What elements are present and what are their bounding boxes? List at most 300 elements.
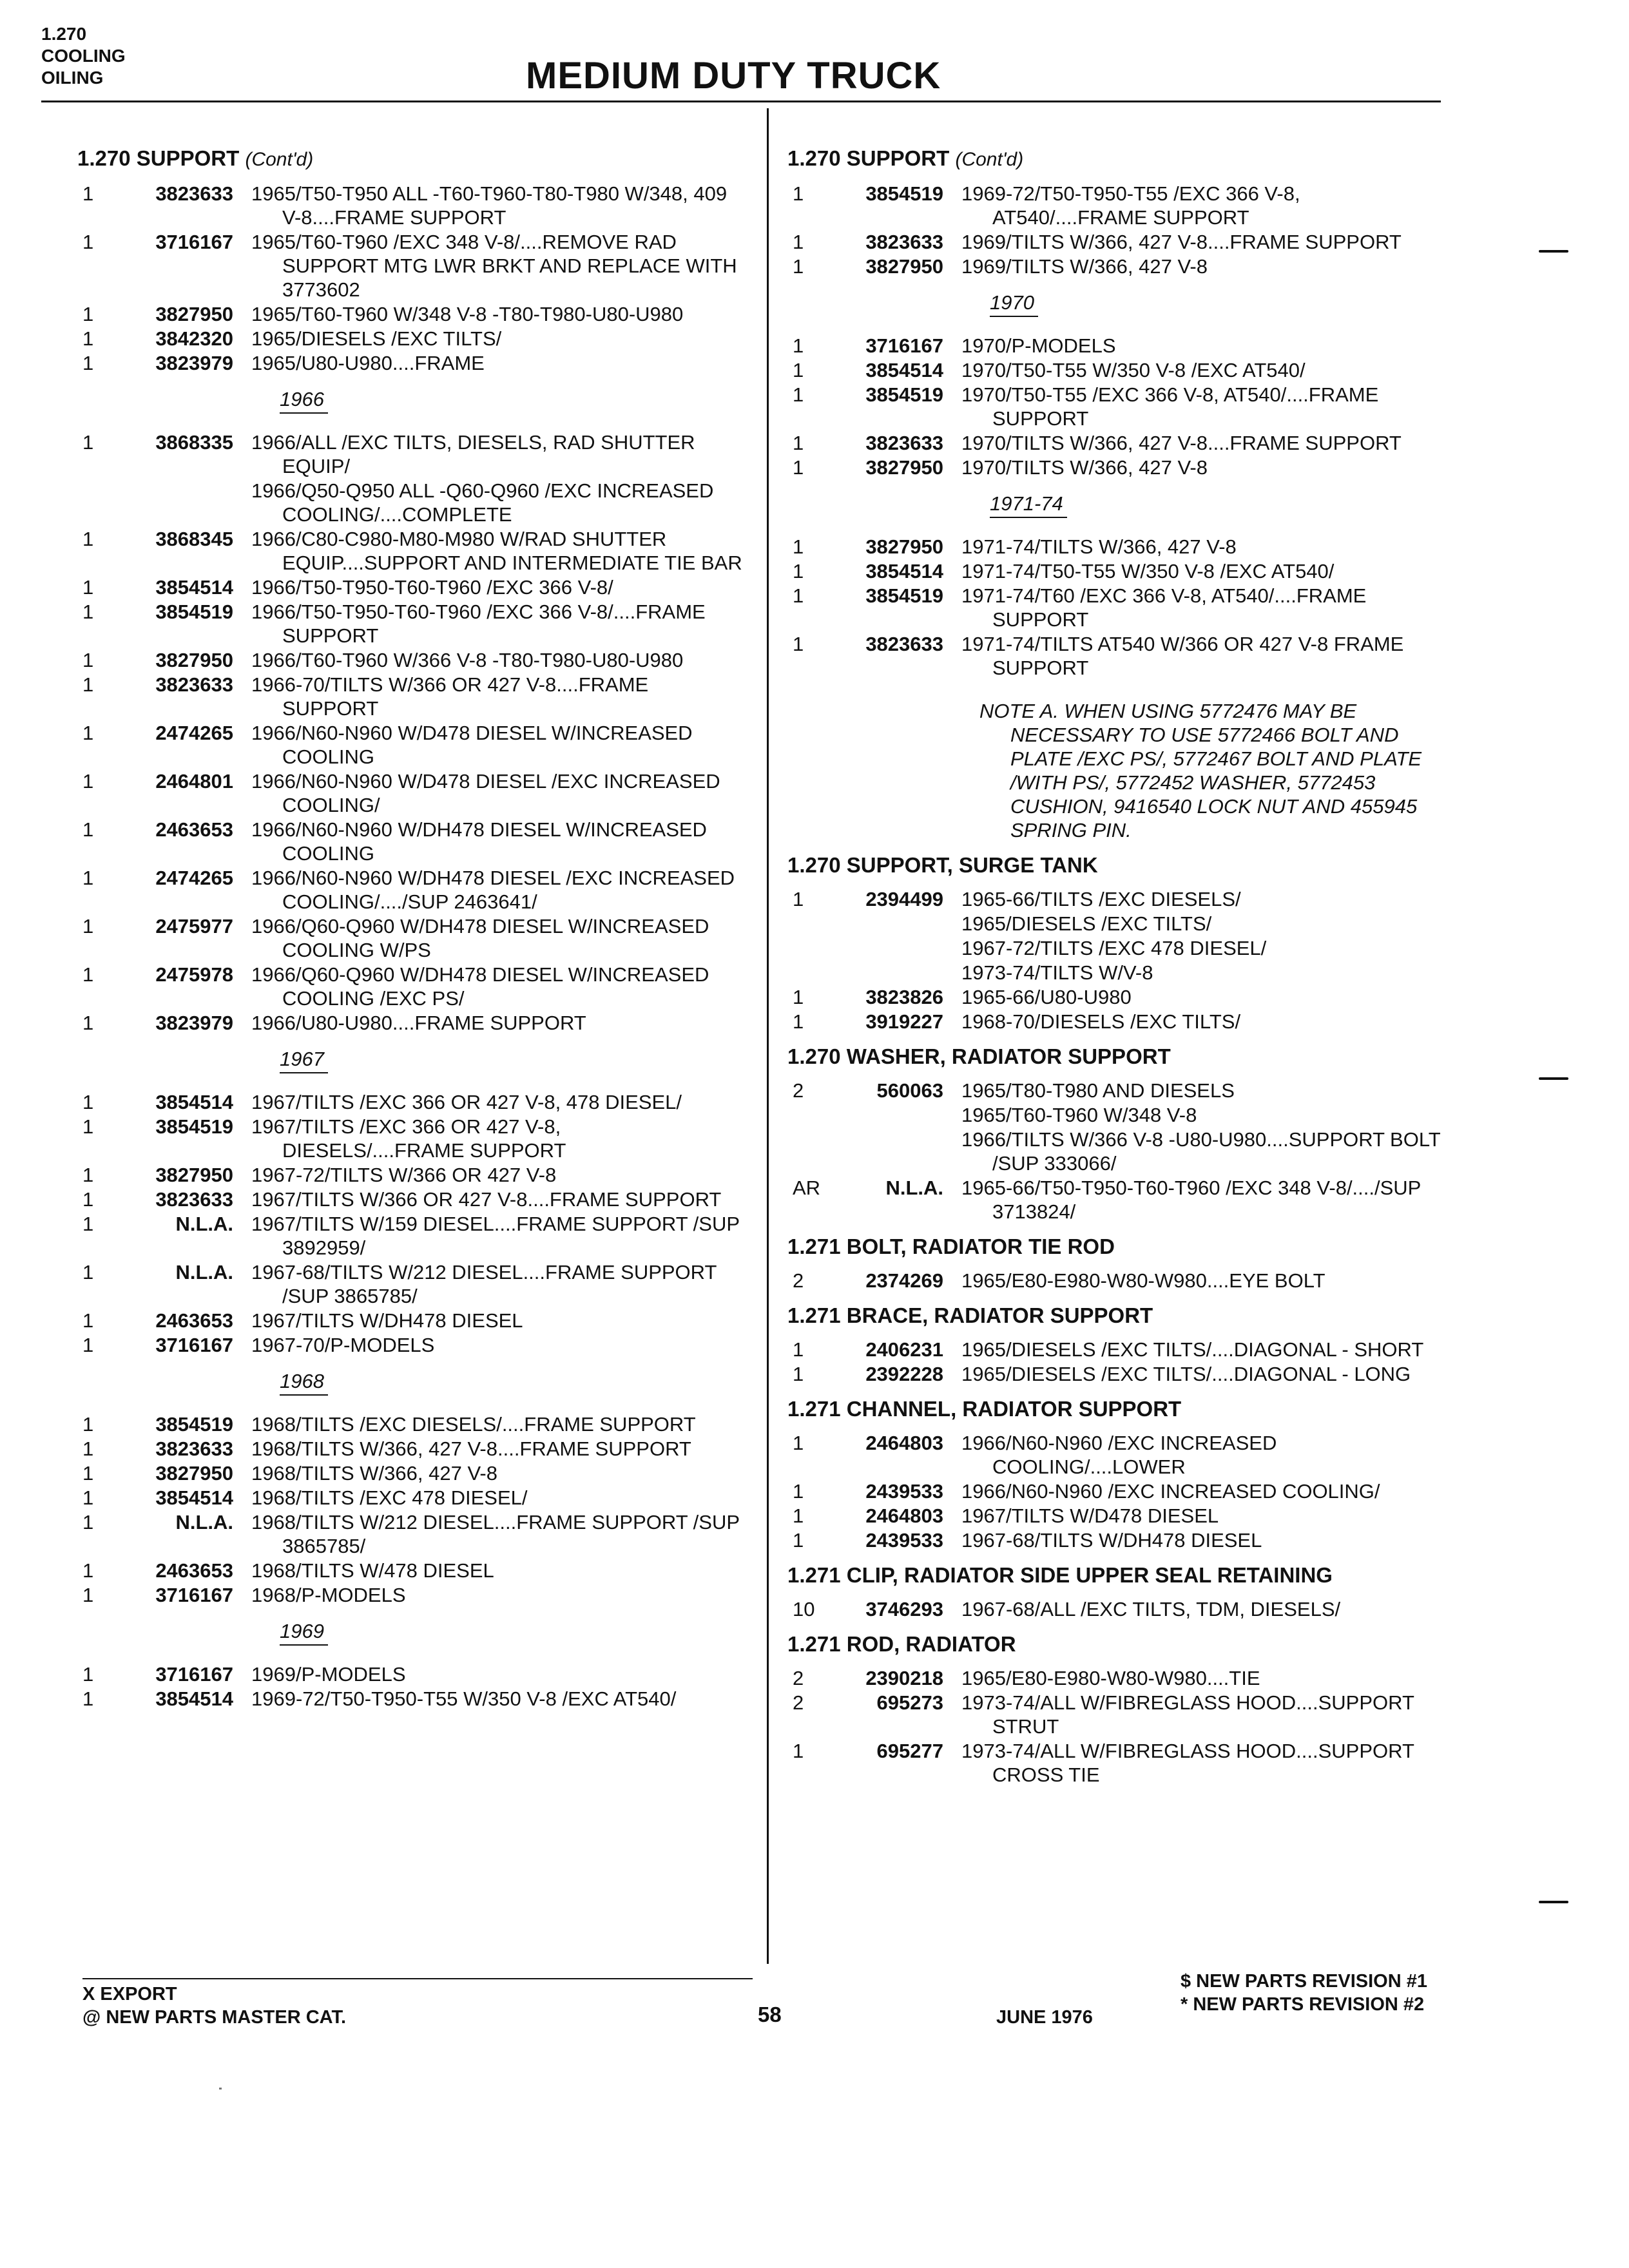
section-heading — [787, 146, 1456, 173]
part-quantity: 1 — [793, 535, 804, 558]
part-number — [834, 936, 943, 960]
part-quantity: 2 — [793, 1079, 804, 1102]
part-description: 1967-72/TILTS /EXC 478 DIESEL/ — [961, 937, 1267, 959]
part-row — [793, 358, 1456, 382]
section-heading — [77, 146, 746, 173]
part-quantity: 1 — [82, 1115, 94, 1138]
part-number: 3854519 — [155, 1413, 233, 1436]
part-description: 1968/TILTS W/478 DIESEL — [251, 1559, 494, 1582]
section-title: 1.270 SUPPORT, SURGE TANK — [787, 853, 1098, 877]
part-description: 1965-66/T50-T950-T60-T960 /EXC 348 V-8/..../SUP 3713824/ — [961, 1177, 1421, 1223]
part-number: 3854519 — [865, 383, 943, 406]
part-quantity: 1 — [793, 255, 804, 278]
part-number: 3854519 — [155, 1115, 233, 1138]
part-quantity: 1 — [82, 1213, 94, 1235]
part-number: 695273 — [876, 1691, 943, 1714]
part-description: 1970/TILTS W/366, 427 V-8 — [961, 456, 1208, 479]
part-quantity: 1 — [82, 1164, 94, 1186]
part-row — [793, 1362, 1456, 1386]
part-row — [793, 383, 1456, 430]
part-description: 1971-74/T50-T55 W/350 V-8 /EXC AT540/ — [961, 560, 1335, 582]
part-row — [793, 1010, 1456, 1033]
part-description: 1967-72/TILTS W/366 OR 427 V-8 — [251, 1164, 557, 1186]
part-row — [793, 632, 1456, 680]
part-number: 2394499 — [865, 888, 943, 910]
part-description: 1969/P-MODELS — [251, 1663, 406, 1686]
part-quantity: 10 — [793, 1598, 815, 1620]
part-row — [82, 1011, 746, 1035]
footer-date: JUNE 1976 — [996, 2007, 1093, 2028]
part-description: 1965/DIESELS /EXC TILTS/....DIAGONAL - LONG — [961, 1363, 1411, 1385]
part-row — [82, 1510, 746, 1558]
footer-rule — [82, 1978, 753, 1979]
part-number: 2475977 — [155, 915, 233, 937]
part-number: 3827950 — [155, 1164, 233, 1186]
section-title: 1.271 ROD, RADIATOR — [787, 1632, 1016, 1656]
part-description: 1967/TILTS W/D478 DIESEL — [961, 1504, 1219, 1527]
part-number — [834, 1128, 943, 1175]
part-row — [793, 535, 1456, 559]
year-heading: 1966 — [280, 387, 328, 414]
part-number — [834, 961, 943, 985]
part-description: 1973-74/TILTS W/V-8 — [961, 961, 1153, 984]
part-quantity: 1 — [793, 888, 804, 910]
part-description: 1966/ALL /EXC TILTS, DIESELS, RAD SHUTTER EQUIP/ — [251, 431, 695, 477]
part-number: 560063 — [876, 1079, 943, 1102]
part-description: 1965/DIESELS /EXC TILTS/....DIAGONAL - SHORT — [961, 1338, 1424, 1361]
part-row — [82, 1212, 746, 1260]
part-row — [82, 1309, 746, 1332]
year-group — [82, 1358, 746, 1412]
part-number: 3854514 — [155, 1091, 233, 1113]
part-row — [793, 1597, 1456, 1621]
page-number: 58 — [758, 2003, 782, 2026]
part-quantity: 1 — [82, 576, 94, 599]
part-number: 2463653 — [155, 1309, 233, 1332]
part-description: 1966/N60-N960 /EXC INCREASED COOLING/ — [961, 1480, 1380, 1503]
part-quantity: 1 — [793, 231, 804, 253]
part-quantity: 2 — [793, 1269, 804, 1292]
part-quantity: AR — [793, 1177, 821, 1199]
part-number: 3827950 — [865, 535, 943, 558]
part-quantity: 1 — [82, 431, 94, 454]
part-description: 1965-66/TILTS /EXC DIESELS/ — [961, 888, 1241, 910]
part-description: 1965/DIESELS /EXC TILTS/ — [961, 912, 1212, 935]
part-description: 1973-74/ALL W/FIBREGLASS HOOD....SUPPORT STRUT — [961, 1691, 1414, 1738]
part-quantity: 1 — [82, 1687, 94, 1710]
part-description: 1966-70/TILTS W/366 OR 427 V-8....FRAME SUPPORT — [251, 673, 649, 720]
part-row — [82, 769, 746, 817]
section-heading — [787, 852, 1456, 878]
year-heading: 1967 — [280, 1047, 328, 1073]
part-row — [82, 430, 746, 478]
revision-mark — [1539, 1901, 1568, 1903]
part-number: 3716167 — [155, 1334, 233, 1356]
section-heading — [787, 1234, 1456, 1260]
page-title: MEDIUM DUTY TRUCK — [526, 55, 941, 97]
part-quantity — [793, 961, 816, 985]
part-description: 1970/P-MODELS — [961, 334, 1116, 357]
part-number: N.L.A. — [175, 1261, 233, 1283]
part-quantity: 1 — [82, 182, 94, 205]
part-row — [793, 1504, 1456, 1528]
part-quantity: 1 — [82, 1012, 94, 1034]
part-quantity: 1 — [82, 1486, 94, 1509]
part-number: 2464801 — [155, 770, 233, 793]
part-row — [793, 584, 1456, 631]
part-number: 3823633 — [865, 231, 943, 253]
part-row — [82, 351, 746, 375]
section-heading — [787, 1303, 1456, 1329]
category-oiling: OILING — [41, 68, 104, 88]
part-quantity: 1 — [82, 963, 94, 986]
footer-revision-2: * NEW PARTS REVISION #2 — [1181, 1994, 1425, 2015]
part-description: 1967-68/TILTS W/212 DIESEL....FRAME SUPPORT /SUP 3865785/ — [251, 1261, 717, 1307]
part-description: 1968/TILTS W/212 DIESEL....FRAME SUPPORT /SUP 3865785/ — [251, 1511, 740, 1557]
part-quantity: 1 — [793, 1010, 804, 1033]
part-row — [793, 1739, 1456, 1787]
part-description: 1968/TILTS W/366, 427 V-8 — [251, 1462, 497, 1485]
part-number: 3854519 — [155, 601, 233, 623]
header-rule — [41, 101, 1441, 102]
part-description: 1966/T50-T950-T60-T960 /EXC 366 V-8/ — [251, 576, 613, 599]
part-number: 3746293 — [865, 1598, 943, 1620]
part-number: 3716167 — [865, 334, 943, 357]
part-quantity: 1 — [793, 1338, 804, 1361]
part-description: 1969/TILTS W/366, 427 V-8....FRAME SUPPORT — [961, 231, 1402, 253]
part-quantity: 1 — [793, 383, 804, 406]
part-quantity: 1 — [82, 231, 94, 253]
part-quantity: 1 — [793, 1504, 804, 1527]
part-number: 3823633 — [155, 1188, 233, 1211]
part-row — [793, 936, 1456, 960]
part-description: 1969/TILTS W/366, 427 V-8 — [961, 255, 1208, 278]
part-row — [793, 1431, 1456, 1479]
part-number: 3827950 — [865, 255, 943, 278]
part-quantity: 1 — [793, 986, 804, 1008]
part-number: 2474265 — [155, 722, 233, 744]
section-continued: (Cont'd) — [245, 149, 314, 170]
part-row — [82, 914, 746, 962]
part-row — [82, 230, 746, 302]
part-number: 2439533 — [865, 1529, 943, 1552]
part-number: 3823633 — [865, 432, 943, 454]
part-description: 1970/T50-T55 /EXC 366 V-8, AT540/....FRAME SUPPORT — [961, 383, 1379, 430]
part-quantity: 1 — [82, 1559, 94, 1582]
header-codes — [41, 23, 126, 89]
part-quantity: 1 — [793, 584, 804, 607]
part-description: 1968/P-MODELS — [251, 1584, 406, 1606]
part-quantity: 1 — [82, 1413, 94, 1436]
part-quantity: 1 — [82, 1584, 94, 1606]
part-number: 2475978 — [155, 963, 233, 986]
part-number: 3823633 — [155, 182, 233, 205]
part-description: 1968/TILTS W/366, 427 V-8....FRAME SUPPORT — [251, 1437, 691, 1460]
part-quantity: 1 — [82, 1462, 94, 1485]
section-heading — [787, 1562, 1456, 1588]
section-heading — [787, 1396, 1456, 1422]
part-row — [82, 575, 746, 599]
section-heading — [787, 1631, 1456, 1657]
part-description: 1970/T50-T55 W/350 V-8 /EXC AT540/ — [961, 359, 1306, 381]
year-group — [793, 279, 1456, 334]
section-title: 1.270 SUPPORT — [787, 146, 950, 170]
part-number: 3823979 — [155, 352, 233, 374]
part-row — [793, 1103, 1456, 1127]
part-quantity: 1 — [82, 1188, 94, 1211]
part-description: 1971-74/TILTS AT540 W/366 OR 427 V-8 FRAME SUPPORT — [961, 633, 1404, 679]
section-continued: (Cont'd) — [955, 149, 1024, 170]
part-description: 1967-68/ALL /EXC TILTS, TDM, DIESELS/ — [961, 1598, 1341, 1620]
part-number: N.L.A. — [885, 1177, 943, 1199]
footer-master: @ NEW PARTS MASTER CAT. — [82, 2007, 347, 2028]
part-number: 3716167 — [155, 231, 233, 253]
part-quantity: 1 — [82, 1511, 94, 1533]
part-row — [793, 1691, 1456, 1738]
part-number: 3854519 — [865, 182, 943, 205]
part-description: 1966/N60-N960 W/DH478 DIESEL W/INCREASED COOLING — [251, 818, 707, 865]
part-quantity: 1 — [82, 818, 94, 841]
part-description: 1966/U80-U980....FRAME SUPPORT — [251, 1012, 586, 1034]
part-row — [793, 961, 1456, 985]
part-quantity: 1 — [793, 633, 804, 655]
section-title: 1.270 WASHER, RADIATOR SUPPORT — [787, 1044, 1171, 1068]
part-quantity: 1 — [82, 1663, 94, 1686]
part-row — [793, 887, 1456, 911]
part-number: 3868335 — [155, 431, 233, 454]
part-number — [834, 912, 943, 936]
part-quantity — [793, 1103, 816, 1127]
part-row — [793, 912, 1456, 936]
part-number: 3919227 — [865, 1010, 943, 1033]
part-row — [82, 818, 746, 865]
part-quantity: 2 — [793, 1691, 804, 1714]
part-description: 1966/Q60-Q960 W/DH478 DIESEL W/INCREASED COOLING W/PS — [251, 915, 709, 961]
part-number: N.L.A. — [175, 1511, 233, 1533]
part-row — [82, 1559, 746, 1582]
part-description: 1966/T60-T960 W/366 V-8 -T80-T980-U80-U980 — [251, 649, 684, 671]
part-row — [793, 431, 1456, 455]
part-number: 3854514 — [155, 1687, 233, 1710]
part-row — [793, 334, 1456, 358]
part-row — [793, 1479, 1456, 1503]
part-row — [82, 1187, 746, 1211]
part-number: 2392228 — [865, 1363, 943, 1385]
section-title: 1.271 BRACE, RADIATOR SUPPORT — [787, 1303, 1153, 1327]
part-number: 3854514 — [155, 576, 233, 599]
part-row — [793, 1338, 1456, 1361]
part-row — [82, 527, 746, 575]
part-row — [793, 1079, 1456, 1102]
part-description: 1967/TILTS /EXC 366 OR 427 V-8, DIESELS/....FRAME SUPPORT — [251, 1115, 566, 1162]
part-number: 3854514 — [865, 359, 943, 381]
part-quantity: 1 — [82, 601, 94, 623]
part-number: 2406231 — [865, 1338, 943, 1361]
part-quantity: 2 — [793, 1667, 804, 1689]
part-row — [82, 1486, 746, 1510]
year-group — [82, 1608, 746, 1662]
part-quantity — [793, 936, 816, 960]
part-quantity: 1 — [793, 1480, 804, 1503]
part-number: 3827950 — [865, 456, 943, 479]
part-number: 2439533 — [865, 1480, 943, 1503]
part-description: 1967/TILTS /EXC 366 OR 427 V-8, 478 DIESEL/ — [251, 1091, 682, 1113]
part-quantity: 1 — [793, 1740, 804, 1762]
part-number: N.L.A. — [175, 1213, 233, 1235]
part-quantity: 1 — [82, 722, 94, 744]
part-number: 3823826 — [865, 986, 943, 1008]
part-row — [82, 1583, 746, 1607]
part-number: 3854514 — [865, 560, 943, 582]
part-quantity: 1 — [793, 1363, 804, 1385]
note-text: NOTE A. WHEN USING 5772476 MAY BE NECESSARY TO USE 5772466 BOLT AND PLATE /EXC PS/, 5772467 BOLT AND PLATE /WITH PS/, 5772452 WASHER, 5772453 CUSHION, 9416540 LOCK NUT AND 455945 SPRING PIN. — [979, 700, 1422, 841]
part-quantity: 1 — [82, 770, 94, 793]
section-title: 1.270 SUPPORT — [77, 146, 240, 170]
part-row — [82, 1437, 746, 1461]
part-number: 2464803 — [865, 1504, 943, 1527]
footer-revision-1: $ NEW PARTS REVISION #1 — [1181, 1971, 1427, 1992]
part-row — [82, 1333, 746, 1357]
part-description: 1968-70/DIESELS /EXC TILTS/ — [961, 1010, 1241, 1033]
part-description: 1967-70/P-MODELS — [251, 1334, 435, 1356]
part-number: 2390218 — [865, 1667, 943, 1689]
year-heading: 1969 — [280, 1619, 328, 1646]
part-number — [834, 1103, 943, 1127]
right-column — [787, 146, 1456, 1787]
part-quantity: 1 — [82, 649, 94, 671]
part-description: 1970/TILTS W/366, 427 V-8....FRAME SUPPORT — [961, 432, 1402, 454]
section-title: 1.271 BOLT, RADIATOR TIE ROD — [787, 1235, 1115, 1258]
part-quantity: 1 — [82, 1437, 94, 1460]
part-description: 1969-72/T50-T950-T55 W/350 V-8 /EXC AT540/ — [251, 1687, 677, 1710]
part-number: 3827950 — [155, 303, 233, 325]
left-column — [77, 146, 746, 1711]
part-number: 2463653 — [155, 1559, 233, 1582]
part-row — [793, 1528, 1456, 1552]
part-description: 1973-74/ALL W/FIBREGLASS HOOD....SUPPORT CROSS TIE — [961, 1740, 1414, 1786]
part-row — [82, 327, 746, 351]
section-title: 1.271 CHANNEL, RADIATOR SUPPORT — [787, 1397, 1182, 1421]
revision-mark — [1539, 1077, 1568, 1080]
part-number: 2474265 — [155, 867, 233, 889]
section-number: 1.270 — [41, 24, 87, 44]
part-description: 1966/N60-N960 W/D478 DIESEL /EXC INCREASED COOLING/ — [251, 770, 720, 816]
part-description: 1965/U80-U980....FRAME — [251, 352, 485, 374]
part-quantity: 1 — [793, 359, 804, 381]
part-row — [793, 456, 1456, 479]
part-description: 1965/E80-E980-W80-W980....EYE BOLT — [961, 1269, 1325, 1292]
part-row — [793, 1128, 1456, 1175]
part-row — [82, 600, 746, 648]
part-description: 1965/E80-E980-W80-W980....TIE — [961, 1667, 1260, 1689]
part-quantity: 1 — [793, 182, 804, 205]
part-quantity: 1 — [82, 1091, 94, 1113]
part-description: 1966/T50-T950-T60-T960 /EXC 366 V-8/....FRAME SUPPORT — [251, 601, 706, 647]
part-number: 695277 — [876, 1740, 943, 1762]
part-quantity: 1 — [793, 1432, 804, 1454]
revision-mark — [1539, 250, 1568, 253]
part-number: 3868345 — [155, 528, 233, 550]
category-cooling: COOLING — [41, 46, 126, 66]
year-heading: 1968 — [280, 1369, 328, 1396]
part-number: 3854514 — [155, 1486, 233, 1509]
part-row — [82, 1687, 746, 1711]
part-description: 1967/TILTS W/DH478 DIESEL — [251, 1309, 523, 1332]
part-number: 3823633 — [155, 673, 233, 696]
part-row — [793, 1269, 1456, 1293]
part-quantity: 1 — [793, 456, 804, 479]
part-description: 1965/T60-T960 W/348 V-8 -T80-T980-U80-U980 — [251, 303, 684, 325]
section-title: 1.271 CLIP, RADIATOR SIDE UPPER SEAL RETAINING — [787, 1563, 1333, 1587]
part-description: 1965/T60-T960 /EXC 348 V-8/....REMOVE RAD SUPPORT MTG LWR BRKT AND REPLACE WITH 3773602 — [251, 231, 737, 301]
part-quantity: 1 — [793, 334, 804, 357]
scan-speck — [219, 2088, 222, 2090]
part-description: 1967-68/TILTS W/DH478 DIESEL — [961, 1529, 1262, 1552]
part-row — [82, 1115, 746, 1162]
part-row — [793, 230, 1456, 254]
part-number: 3842320 — [155, 327, 233, 350]
part-description: 1968/TILTS /EXC DIESELS/....FRAME SUPPORT — [251, 1413, 696, 1436]
part-row — [82, 182, 746, 229]
part-row — [793, 1666, 1456, 1690]
part-row — [82, 1163, 746, 1187]
year-group — [82, 376, 746, 430]
part-description: 1966/C80-C980-M80-M980 W/RAD SHUTTER EQUIP....SUPPORT AND INTERMEDIATE TIE BAR — [251, 528, 742, 574]
part-description: 1966/N60-N960 W/D478 DIESEL W/INCREASED COOLING — [251, 722, 693, 768]
part-quantity — [82, 479, 106, 526]
part-number — [124, 479, 233, 526]
part-description: 1965-66/U80-U980 — [961, 986, 1132, 1008]
part-description: 1967/TILTS W/159 DIESEL....FRAME SUPPORT /SUP 3892959/ — [251, 1213, 740, 1259]
part-number: 3716167 — [155, 1584, 233, 1606]
part-description: 1965/T60-T960 W/348 V-8 — [961, 1104, 1197, 1126]
part-row — [82, 721, 746, 769]
part-row — [82, 1260, 746, 1308]
part-row — [82, 1662, 746, 1686]
part-quantity: 1 — [82, 352, 94, 374]
part-row — [793, 182, 1456, 229]
year-group — [82, 1035, 746, 1090]
part-number: 3823979 — [155, 1012, 233, 1034]
part-quantity: 1 — [793, 1529, 804, 1552]
part-number: 3854519 — [865, 584, 943, 607]
year-group — [793, 480, 1456, 535]
part-number: 2464803 — [865, 1432, 943, 1454]
part-row — [793, 1176, 1456, 1224]
part-quantity: 1 — [793, 560, 804, 582]
part-description: 1966/TILTS W/366 V-8 -U80-U980....SUPPORT BOLT /SUP 333066/ — [961, 1128, 1441, 1175]
part-row — [82, 648, 746, 672]
part-row — [82, 963, 746, 1010]
part-row — [82, 866, 746, 914]
part-description: 1965/DIESELS /EXC TILTS/ — [251, 327, 502, 350]
part-quantity — [793, 1128, 816, 1175]
part-quantity: 1 — [82, 303, 94, 325]
part-number: 2463653 — [155, 818, 233, 841]
part-description: 1971-74/T60 /EXC 366 V-8, AT540/....FRAME SUPPORT — [961, 584, 1367, 631]
part-row — [82, 1412, 746, 1436]
year-heading: 1971-74 — [990, 492, 1067, 518]
part-row — [793, 559, 1456, 583]
part-row — [793, 255, 1456, 278]
part-number: 2374269 — [865, 1269, 943, 1292]
part-quantity: 1 — [82, 528, 94, 550]
footer-export: X EXPORT — [82, 1984, 177, 2004]
part-row — [82, 302, 746, 326]
part-quantity: 1 — [82, 1309, 94, 1332]
part-quantity: 1 — [82, 673, 94, 696]
part-description: 1966/N60-N960 W/DH478 DIESEL /EXC INCREASED COOLING/..../SUP 2463641/ — [251, 867, 735, 913]
